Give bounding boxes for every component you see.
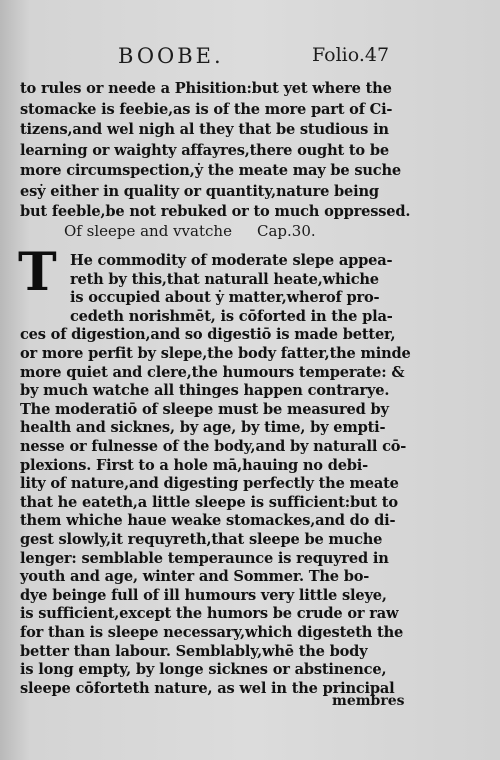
text-line: tizens,and wel nigh al they that be studious in: [20, 121, 389, 138]
text-line: to rules or neede a Phisition:but yet where the: [20, 80, 392, 97]
text-line: dye beinge full of ill humours very little sleye,: [20, 586, 387, 604]
running-head: BOOBE.: [118, 44, 224, 68]
text-line: gest slowly,it requyreth,that sleepe be muche: [20, 531, 383, 548]
text-line: cedeth norishmēt, is cōforted in the pla-: [70, 307, 393, 325]
chapter-number: Cap.30.: [257, 222, 316, 240]
text-line: youth and age, winter and Sommer. The bo-: [20, 568, 370, 586]
catchword: membres: [332, 693, 405, 709]
drop-capital: T: [18, 242, 57, 303]
text-line: lenger: semblable temperaunce is requyred in: [20, 549, 389, 567]
folio-number: Folio.47: [312, 44, 390, 66]
text-line: reth by this,that naturall heate,whiche: [70, 270, 379, 288]
text-line: better than labour. Semblably,whē the body: [20, 642, 368, 660]
text-line: He commodity of moderate slepe appea-: [70, 252, 393, 269]
text-line: is long empty, by longe sicknes or abstinence,: [20, 661, 387, 679]
chapter-heading: [64, 222, 364, 246]
text-line: nesse or fulnesse of the body,and by naturall cō-: [20, 438, 407, 455]
text-line: plexions. First to a hole mā,hauing no debi-: [20, 456, 368, 474]
text-line: by much watche all thinges happen contrarye.: [20, 382, 390, 400]
text-line: learning or waighty affayres,there ought to be: [20, 141, 389, 159]
text-line: stomacke is feebie,as is of the more part of Ci-: [20, 100, 393, 118]
text-line: The moderatiō of sleepe must be measured by: [20, 400, 389, 418]
text-line: that he eateth,a little sleepe is sufficient:but to: [20, 493, 398, 511]
text-line: is occupied about ẏ matter,wherof pro-: [70, 289, 380, 307]
text-line: more circumspection,ẏ the meate may be suche: [20, 162, 401, 179]
text-line: health and sicknes, by age, by time, by empti-: [20, 419, 386, 437]
text-line: lity of nature,and digesting perfectly the meate: [20, 475, 399, 493]
text-line: more quiet and clere,the humours temperate: &: [20, 363, 405, 381]
text-line: ces of digestion,and so digestiō is made better,: [20, 326, 396, 344]
text-line: sleepe cōforteth nature, as wel in the principal: [20, 679, 395, 697]
text-line: or more perfit by slepe,the body fatter,the minde: [20, 345, 411, 362]
text-line: for than is sleepe necessary,which digesteth the: [20, 624, 404, 641]
text-line: esẏ either in quality or quantity,nature being: [20, 182, 379, 200]
text-line: but feeble,be not rebuked or to much oppressed.: [20, 203, 411, 220]
text-line: them whiche haue weake stomackes,and do di-: [20, 512, 396, 530]
chapter-title: Of sleepe and vvatche: [64, 222, 232, 240]
page-header: [0, 44, 500, 74]
text-line: is sufficient,except the humors be crude or raw: [20, 605, 399, 623]
